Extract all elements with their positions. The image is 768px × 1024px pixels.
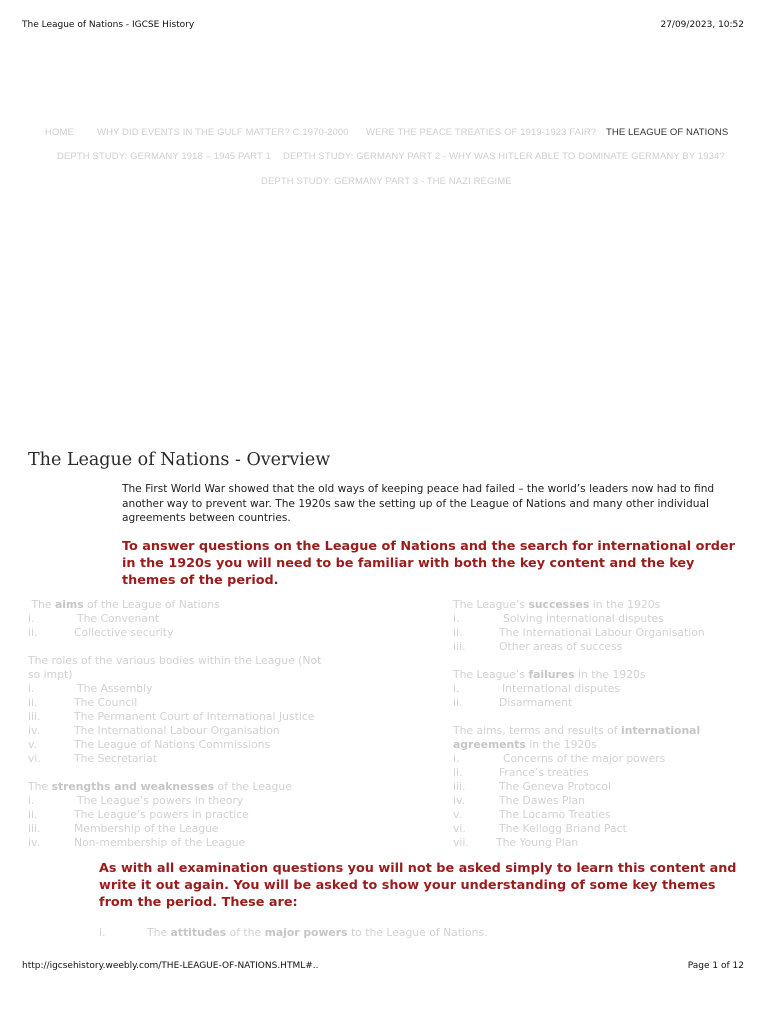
- list-item: vii. The Young Plan: [453, 836, 579, 849]
- nav-league-of-nations[interactable]: THE LEAGUE OF NATIONS: [606, 127, 729, 138]
- list-item: vi. The Secretariat: [28, 752, 157, 765]
- theme-item: i. The attitudes of the major powers to the League of Nations.: [99, 926, 488, 939]
- page-title: The League of Nations - Overview: [28, 450, 331, 470]
- list-item: ii. The League’s powers in practice: [28, 808, 249, 821]
- list-item: ii. The International Labour Organisation: [453, 626, 705, 639]
- list-item: iv. The International Labour Organisation: [28, 724, 280, 737]
- list-item: v. The Locarno Treaties: [453, 808, 611, 821]
- nav-peace-treaties[interactable]: WERE THE PEACE TREATIES OF 1919-1923 FAIR?: [366, 127, 597, 138]
- nav-germany-part1[interactable]: DEPTH STUDY: GERMANY 1918 – 1945 PART 1: [57, 151, 271, 162]
- list-item: i. The Convenant: [28, 612, 160, 625]
- list-item: iii. The Permanent Court of International Justice: [28, 710, 315, 723]
- list-item: i. The League’s powers in theory: [28, 794, 244, 807]
- list-item: iii. The Geneva Protocol: [453, 780, 611, 793]
- print-footer-url: http://igcsehistory.weebly.com/THE-LEAGUE-OF-NATIONS.HTML#..: [22, 961, 319, 971]
- left-column: [28, 598, 328, 850]
- list-item: ii. Collective security: [28, 626, 174, 639]
- list-item: ii. The Council: [28, 696, 138, 709]
- list-item: vi. The Kellogg Briand Pact: [453, 822, 627, 835]
- bodies-heading: The roles of the various bodies within the League (Not so impt): [28, 654, 322, 681]
- agreements-heading: The aims, terms and results of international agreements in the 1920s: [453, 724, 701, 751]
- nav-germany-part2[interactable]: DEPTH STUDY: GERMANY PART 2 - WHY WAS HITLER ABLE TO DOMINATE GERMANY BY 1934?: [283, 151, 725, 162]
- list-item: iv. The Dawes Plan: [453, 794, 585, 807]
- themes-instruction: As with all examination questions you will not be asked simply to learn this content and write it out again. You will be asked to show your understanding of some key themes from the period. These are:: [99, 861, 737, 910]
- list-item: iii. Membership of the League: [28, 822, 219, 835]
- list-item: i. International disputes: [453, 682, 621, 695]
- strengths-heading: The strengths and weaknesses of the League: [28, 780, 292, 793]
- list-item: ii. France’s treaties: [453, 766, 589, 779]
- list-item: i. The Assembly: [28, 682, 153, 695]
- print-footer-page: Page 1 of 12: [687, 961, 744, 971]
- nav-germany-part3[interactable]: DEPTH STUDY: GERMANY PART 3 - THE NAZI REGIME: [261, 176, 512, 187]
- list-item: iii. Other areas of success: [453, 640, 623, 653]
- list-item: v. The League of Nations Commissions: [28, 738, 271, 751]
- successes-heading: The League’s successes in the 1920s: [453, 598, 661, 611]
- aims-heading: The aims of the League of Nations: [31, 598, 220, 611]
- list-item: i. Solving international disputes: [453, 612, 664, 625]
- failures-heading: The League’s failures in the 1920s: [453, 668, 646, 681]
- intro-paragraph: The First World War showed that the old ways of keeping peace had failed – the world’s leaders now had to find another way to prevent war. The 1920s saw the setting up of the League of Nations and many other individual agreements between countries.: [122, 483, 715, 525]
- key-instruction: To answer questions on the League of Nations and the search for international order in the 1920s you will need to be familiar with both the key content and the key themes of the period.: [122, 539, 735, 588]
- print-header-title: The League of Nations - IGCSE History: [22, 20, 195, 30]
- nav-home[interactable]: HOME: [45, 127, 74, 138]
- right-column: [453, 598, 753, 850]
- print-header-datetime: 27/09/2023, 10:52: [660, 20, 744, 30]
- nav-gulf[interactable]: WHY DID EVENTS IN THE GULF MATTER? C.1970-2000: [97, 127, 349, 138]
- list-item: ii. Disarmament: [453, 696, 573, 709]
- list-item: i. Concerns of the major powers: [453, 752, 666, 765]
- list-item: iv. Non-membership of the League: [28, 836, 246, 849]
